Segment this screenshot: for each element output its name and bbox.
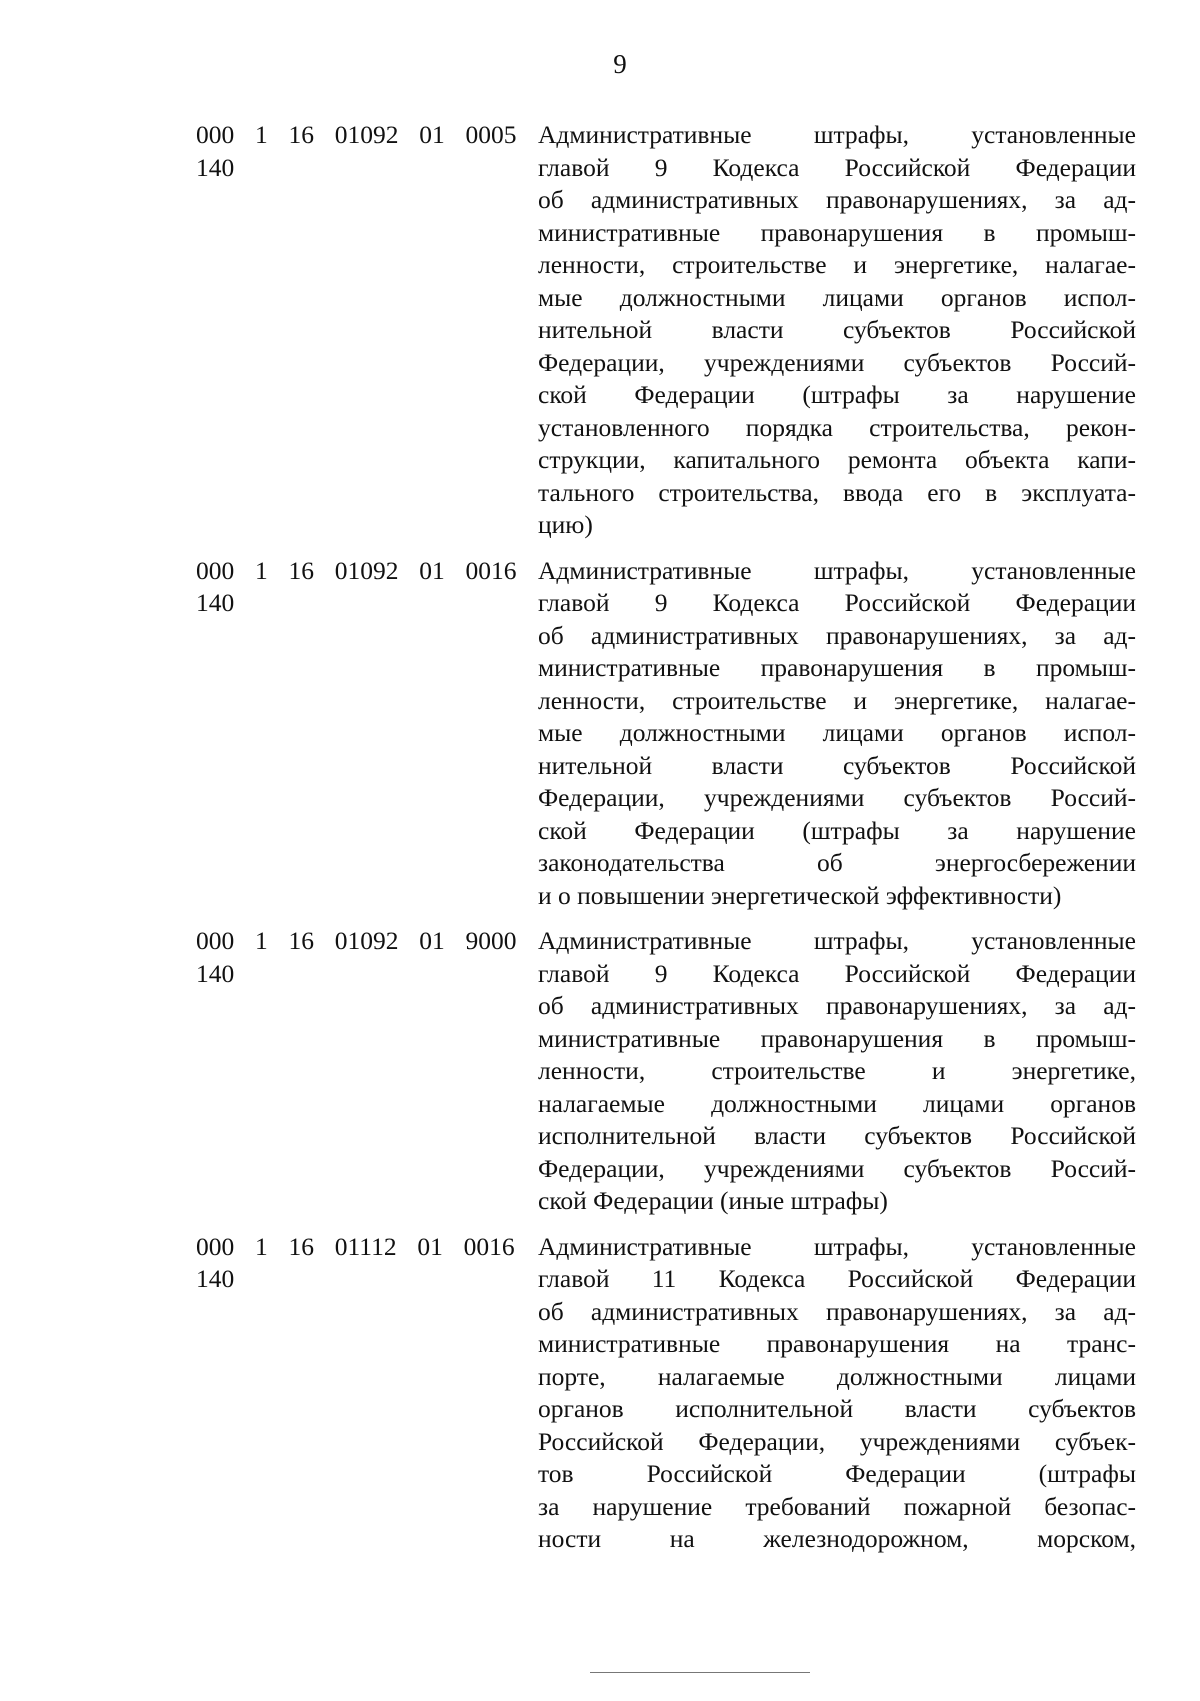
description-line: Федерации, учреждениями субъектов Россий- (538, 1153, 1136, 1183)
description-line: ской Федерации (штрафы за нарушение (538, 815, 1136, 845)
description-line: главой 9 Кодекса Российской Федерации (538, 958, 1136, 988)
description-line: нительной власти субъектов Российской (538, 750, 1136, 780)
kbk-code-line: 140 (196, 152, 235, 182)
description-line: Административные штрафы, установленные (538, 1231, 1136, 1261)
kbk-code-line: 140 (196, 1264, 235, 1293)
description-line: ской Федерации (штрафы за нарушение (538, 380, 1136, 409)
description-line: мые должностными лицами органов испол- (538, 282, 1136, 312)
description-line: Федерации, учреждениями субъектов Россий- (538, 347, 1136, 377)
kbk-code-line: 140 (196, 958, 235, 988)
description-line: ности на железнодорожном, морском, (538, 1524, 1136, 1553)
description-line: установленного порядка строительства, рекон- (538, 412, 1136, 442)
description-line: законодательства об энергосбережении (538, 848, 1136, 877)
description-line: ленности, строительстве и энергетике, налагае- (538, 685, 1136, 715)
description-line: министративные правонарушения в промыш- (538, 1023, 1136, 1053)
description-line: Административные штрафы, установленные (538, 120, 1136, 149)
kbk-code-line: 140 (196, 588, 235, 617)
description-line: Российской Федерации, учреждениями субъек- (538, 1426, 1136, 1456)
description-line: порте, налагаемые должностными лицами (538, 1361, 1136, 1391)
description-line: об административных правонарушениях, за ад- (538, 185, 1136, 214)
description-line: ленности, строительстве и энергетике, налагае- (538, 250, 1136, 279)
description-line: главой 9 Кодекса Российской Федерации (538, 588, 1136, 617)
table-row (196, 555, 1136, 913)
description-line: министративные правонарушения в промыш- (538, 217, 1136, 247)
description-line: ленности, строительстве и энергетике, (538, 1056, 1136, 1085)
revenue-description (538, 119, 1136, 542)
page-number: 9 (613, 49, 627, 79)
description-line: тов Российской Федерации (штрафы (538, 1459, 1136, 1488)
description-line: ской Федерации (иные штрафы) (538, 1186, 888, 1215)
description-line: Федерации, учреждениями субъектов Россий- (538, 783, 1136, 812)
description-line: мые должностными лицами органов испол- (538, 718, 1136, 747)
kbk-code-line: 000 1 16 01112 01 0016 (196, 1231, 515, 1261)
table-row (196, 119, 1136, 542)
description-line: струкции, капитального ремонта объекта капи- (538, 445, 1136, 474)
description-line: министративные правонарушения в промыш- (538, 653, 1136, 682)
description-line: исполнительной власти субъектов Российской (538, 1121, 1136, 1150)
description-line: главой 9 Кодекса Российской Федерации (538, 152, 1136, 182)
revenue-description (538, 925, 1136, 1218)
table-row (196, 925, 1136, 1218)
kbk-code (196, 119, 528, 184)
description-line: цию) (538, 510, 593, 539)
budget-classification-table (196, 119, 1136, 1569)
description-line: нительной власти субъектов Российской (538, 315, 1136, 344)
description-line: об административных правонарушениях, за ад- (538, 991, 1136, 1020)
description-line: и о повышении энергетической эффективности) (538, 880, 1062, 910)
table-row (196, 1231, 1136, 1556)
kbk-code (196, 1231, 528, 1296)
description-line: налагаемые должностными лицами органов (538, 1088, 1136, 1118)
description-line: главой 11 Кодекса Российской Федерации (538, 1264, 1136, 1293)
page-bottom-rule (590, 1672, 810, 1673)
revenue-description (538, 555, 1136, 913)
description-line: органов исполнительной власти субъектов (538, 1394, 1136, 1423)
description-line: Административные штрафы, установленные (538, 555, 1136, 585)
kbk-code-line: 000 1 16 01092 01 0016 (196, 555, 517, 585)
description-line: тального строительства, ввода его в эксплуата- (538, 477, 1136, 507)
description-line: за нарушение требований пожарной безопас- (538, 1491, 1136, 1521)
revenue-description (538, 1231, 1136, 1556)
description-line: министративные правонарушения на транс- (538, 1329, 1136, 1358)
description-line: Административные штрафы, установленные (538, 926, 1136, 955)
kbk-code (196, 555, 528, 620)
description-line: об административных правонарушениях, за ад- (538, 1296, 1136, 1326)
kbk-code-line: 000 1 16 01092 01 0005 (196, 120, 517, 149)
kbk-code (196, 925, 528, 990)
description-line: об административных правонарушениях, за ад- (538, 620, 1136, 650)
kbk-code-line: 000 1 16 01092 01 9000 (196, 926, 517, 955)
